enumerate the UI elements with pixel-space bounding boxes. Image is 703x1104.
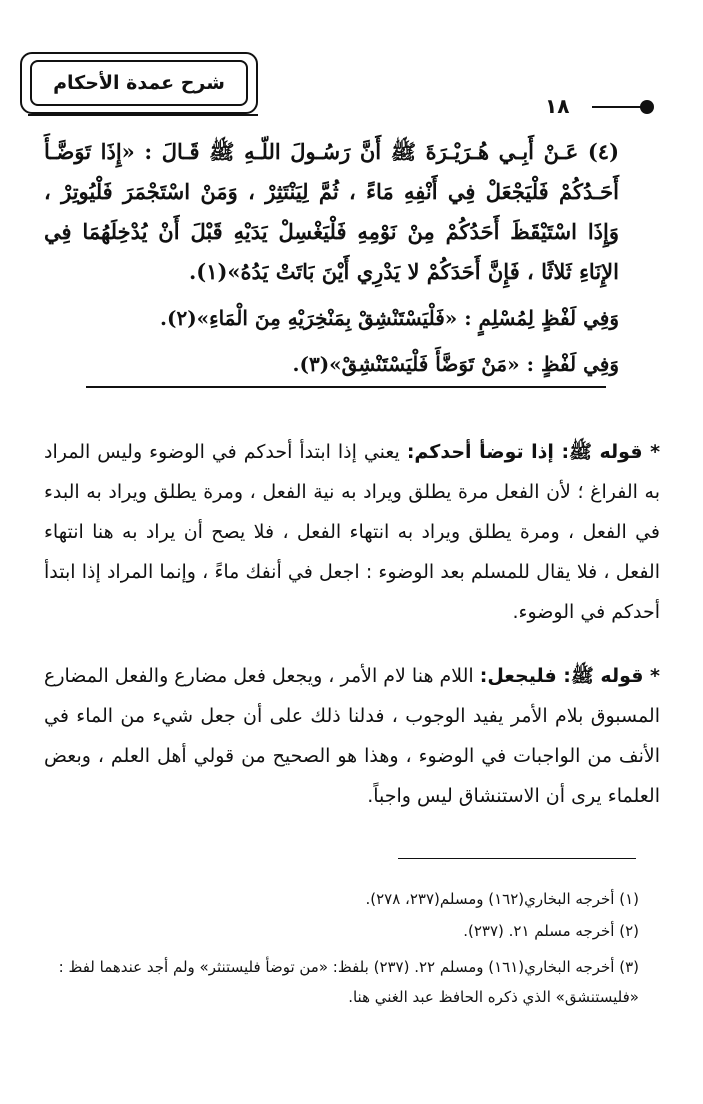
footnote-rule [398, 858, 636, 859]
page-number: ١٨ [545, 94, 570, 118]
running-header-frame [20, 52, 258, 114]
page-number-ornament-line [592, 106, 644, 108]
commentary-lead-2: * قوله ﷺ: فليجعل: [479, 665, 660, 687]
commentary-lead-1: * قوله ﷺ: إذا توضأ أحدكم: [406, 441, 661, 463]
hadith-variant-muslim: وَفِي لَفْظٍ لِمُسْلِمٍ : «فَلْيَسْتَنْشِقْ بِمَنْخِرَيْهِ مِنَ الْمَاءِ»(٢). [160, 306, 619, 330]
commentary-body-1: يعني إذا ابتدأ أحدكم في الوضوء وليس المراد به الفراغ ؛ لأن الفعل مرة يطلق ويراد به نية الفعل ، ومرة يطلق ويراد به البدء في الفعل ، ومرة يطلق ويراد به انتهاء الفعل ، فلا يصح أن يراد به هنا انتهاء الفعل ، فلا يقال للمسلم بعد الوضوء : اجعل في أنفك ماءً ، وإنما المراد إذا ابتدأ أحدكم في الوضوء. [44, 441, 660, 623]
hadith-variant-wording: وَفِي لَفْظٍ : «مَنْ تَوَضَّأَ فَلْيَسْتَنْشِقْ»(٣). [292, 352, 619, 376]
footnote-1: (١) أخرجه البخاري(١٦٢) ومسلم(٢٣٧، ٢٧٨). [365, 890, 639, 908]
running-title: شرح عمدة الأحكام [53, 72, 225, 94]
footnote-3: (٣) أخرجه البخاري(١٦١) ومسلم ٢٢. (٢٣٧) بلفظ: «من توضأ فليستنثر» ولم أجد عندهما لفظ : «فليستنشق» الذي ذكره الحافظ عبد الغني هنا. [58, 958, 639, 1006]
hadith-text: (٤) عَـنْ أَبِـي هُـرَيْـرَةَ ﷺ أَنَّ رَسُـولَ اللّـهِ ﷺ قَـالَ : «إِذَا تَوَضَّـأَ أَحَـدُكُمْ فَلْيَجْعَلْ فِي أَنْفِهِ مَاءً ، ثُمَّ لِيَنْتَثِرْ ، وَمَنْ اسْتَجْمَرَ فَلْيُوتِرْ ، وَإِذَا اسْتَيْقَظَ أَحَدُكُمْ مِنْ نَوْمِهِ فَلْيَغْسِلْ يَدَيْهِ قَبْلَ أَنْ يُدْخِلَهُمَا فِي الإِنَاءِ ثَلاثًا ، فَإِنَّ أَحَدَكُمْ لا يَدْرِي أَيْنَ بَاتَتْ يَدُهُ»(١). [44, 139, 619, 284]
commentary-paragraph-1 [44, 432, 660, 632]
commentary-paragraph-2 [44, 656, 660, 816]
page-number-ornament-dot [640, 100, 654, 114]
commentary-body-2: اللام هنا لام الأمر ، ويجعل فعل مضارع والفعل المضارع المسبوق بلام الأمر يفيد الوجوب ، فدلنا ذلك على أن جعل شيء من الماء في الأنف من الواجبات في الوضوء ، وهذا هو الصحيح من قولي أهل العلم ، وبعض العلماء يرى أن الاستنشاق ليس واجباً. [43, 665, 660, 807]
footnote-2: (٢) أخرجه مسلم ٢١. (٢٣٧). [463, 922, 639, 940]
header-rule [28, 114, 258, 116]
running-header-inner-frame [30, 60, 248, 106]
section-separator [86, 386, 606, 388]
